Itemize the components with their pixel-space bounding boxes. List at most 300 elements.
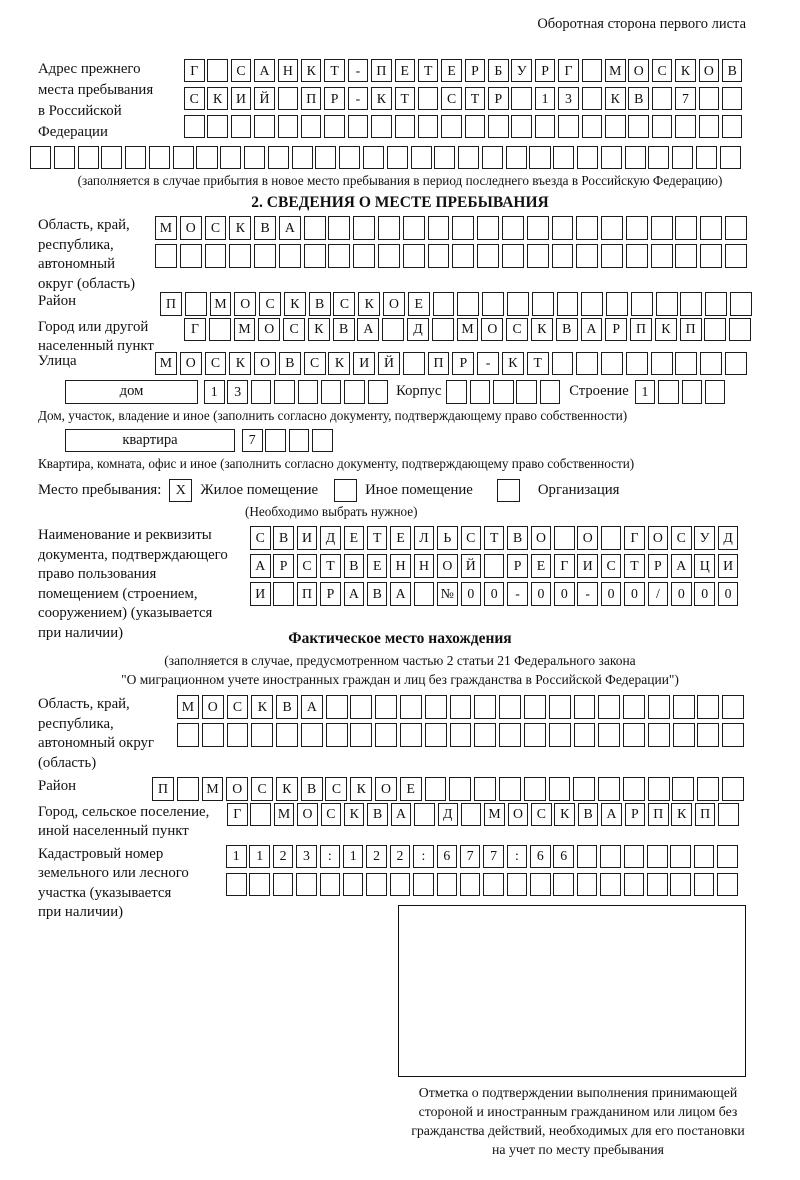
dom-number-cells <box>204 380 391 403</box>
char-cell <box>353 216 375 239</box>
char-cell <box>54 146 75 169</box>
char-cell <box>552 352 574 375</box>
char-cell: Г <box>227 803 248 826</box>
char-cell <box>477 244 499 267</box>
char-cell <box>577 845 598 868</box>
char-cell <box>474 777 496 800</box>
char-cell <box>350 695 372 718</box>
char-cell <box>626 216 648 239</box>
char-cell <box>656 292 678 315</box>
char-cell <box>658 380 679 403</box>
label-line: стороной и иностранным гражданином или лицом без <box>418 1103 738 1119</box>
char-cell <box>648 723 670 746</box>
char-cell: О <box>577 526 598 549</box>
residence-label: Место пребывания: <box>38 481 162 498</box>
char-cell <box>292 146 313 169</box>
char-cell <box>694 845 715 868</box>
char-cell: П <box>630 318 652 341</box>
char-cell <box>725 216 747 239</box>
char-cell: С <box>205 216 227 239</box>
char-cell: С <box>184 87 205 110</box>
char-cell <box>155 244 177 267</box>
char-cell <box>601 216 623 239</box>
char-cell <box>366 873 387 896</box>
char-cell <box>180 244 202 267</box>
char-cell <box>574 695 596 718</box>
char-cell <box>511 115 532 138</box>
char-cell: К <box>350 777 372 800</box>
section2-heading: 2. СВЕДЕНИЯ О МЕСТЕ ПРЕБЫВАНИЯ <box>251 194 549 212</box>
char-cell: 2 <box>390 845 411 868</box>
char-cell: Д <box>438 803 459 826</box>
char-cell <box>631 292 653 315</box>
char-cell: 1 <box>635 380 656 403</box>
char-cell <box>502 216 524 239</box>
char-cell: О <box>375 777 397 800</box>
label-line: документа, подтверждающего <box>38 546 228 563</box>
char-cell <box>552 244 574 267</box>
char-cell <box>296 873 317 896</box>
char-cell: Е <box>367 554 388 577</box>
char-cell <box>540 380 561 403</box>
char-cell <box>395 115 416 138</box>
char-cell: 1 <box>249 845 270 868</box>
char-cell: 1 <box>204 380 225 403</box>
label-line: населенный пункт <box>38 338 154 355</box>
s2-gorod-block <box>0 318 800 355</box>
char-cell: Т <box>324 59 345 82</box>
char-cell: М <box>274 803 295 826</box>
char-cell <box>549 695 571 718</box>
label-line: участка (указывается <box>38 884 172 901</box>
char-cell: Д <box>320 526 341 549</box>
checkbox-zhiloe: X <box>169 479 192 502</box>
char-cell <box>477 216 499 239</box>
char-cell <box>274 380 295 403</box>
char-cell <box>673 695 695 718</box>
char-cell <box>725 352 747 375</box>
char-cell <box>425 723 447 746</box>
f-kadastr-block <box>0 845 800 921</box>
char-cell <box>499 723 521 746</box>
char-cell <box>625 146 646 169</box>
char-cell <box>254 244 276 267</box>
residence-note: (Необходимо выбрать нужное) <box>245 504 418 520</box>
char-cell <box>648 146 669 169</box>
char-cell <box>301 115 322 138</box>
char-cell <box>350 723 372 746</box>
char-cell <box>598 777 620 800</box>
char-cell: В <box>309 292 331 315</box>
char-cell: Т <box>484 526 505 549</box>
char-cell: С <box>461 526 482 549</box>
char-cell <box>527 216 549 239</box>
char-cell: К <box>554 803 575 826</box>
char-cell <box>432 318 454 341</box>
char-cell: О <box>481 318 503 341</box>
char-cell <box>251 723 273 746</box>
f-oblast-block <box>0 695 800 773</box>
f-oblast-row-2 <box>177 723 747 746</box>
char-cell: М <box>210 292 232 315</box>
char-cell <box>729 318 751 341</box>
corner-note: Оборотная сторона первого листа <box>537 16 746 32</box>
char-cell: М <box>484 803 505 826</box>
char-cell <box>511 87 532 110</box>
char-cell: Е <box>531 554 552 577</box>
label-line: Улица <box>38 352 77 369</box>
char-cell: Н <box>414 554 435 577</box>
char-cell <box>441 115 462 138</box>
char-cell <box>149 146 170 169</box>
char-cell: А <box>601 803 622 826</box>
char-cell <box>400 695 422 718</box>
option-zhiloe-label: Жилое помещение <box>200 481 319 498</box>
char-cell <box>601 352 623 375</box>
s2-ulitsa-label <box>0 352 155 372</box>
char-cell <box>220 146 241 169</box>
char-cell: В <box>273 526 294 549</box>
char-cell <box>600 873 621 896</box>
char-cell <box>452 244 474 267</box>
kvartira-row <box>65 429 800 452</box>
residence-row <box>0 479 800 502</box>
label-line: в Российской <box>38 103 122 119</box>
char-cell <box>363 146 384 169</box>
s2-raion-row <box>160 292 755 315</box>
char-cell: Р <box>507 554 528 577</box>
char-cell <box>378 216 400 239</box>
char-cell: О <box>258 318 280 341</box>
stroenie-label: Строение <box>569 383 629 400</box>
char-cell: К <box>344 803 365 826</box>
char-cell: В <box>628 87 649 110</box>
char-cell <box>600 845 621 868</box>
char-cell <box>465 115 486 138</box>
label-line: Район <box>38 778 77 795</box>
char-cell <box>680 292 702 315</box>
char-cell: : <box>507 845 528 868</box>
char-cell: К <box>308 318 330 341</box>
label-line: право пользования <box>38 566 157 583</box>
char-cell: О <box>234 292 256 315</box>
label-line: Область, край, <box>38 217 130 234</box>
char-cell: А <box>671 554 692 577</box>
char-cell: Б <box>488 59 509 82</box>
char-cell <box>343 873 364 896</box>
char-cell <box>574 723 596 746</box>
char-cell <box>324 115 345 138</box>
char-cell <box>722 87 743 110</box>
char-cell: О <box>226 777 248 800</box>
char-cell <box>413 873 434 896</box>
char-cell <box>382 318 404 341</box>
char-cell <box>507 873 528 896</box>
char-cell <box>673 723 695 746</box>
char-cell <box>278 87 299 110</box>
char-cell <box>304 244 326 267</box>
char-cell <box>177 777 199 800</box>
label-line: Район <box>38 293 77 310</box>
char-cell: 0 <box>531 582 552 605</box>
char-cell <box>390 873 411 896</box>
char-cell: К <box>605 87 626 110</box>
char-cell: О <box>180 352 202 375</box>
label-line: земельного или лесного <box>38 865 189 882</box>
char-cell <box>434 146 455 169</box>
char-cell <box>250 803 271 826</box>
char-cell: 6 <box>553 845 574 868</box>
char-cell <box>705 380 726 403</box>
char-cell <box>506 146 527 169</box>
char-cell <box>458 146 479 169</box>
char-cell: В <box>254 216 276 239</box>
char-cell <box>675 115 696 138</box>
char-cell <box>626 352 648 375</box>
checkbox-organizatsiya <box>497 479 520 502</box>
char-cell: У <box>694 526 715 549</box>
char-cell <box>226 873 247 896</box>
char-cell: Л <box>414 526 435 549</box>
char-cell: Р <box>273 554 294 577</box>
char-cell: Г <box>554 554 575 577</box>
char-cell: Г <box>624 526 645 549</box>
char-cell <box>205 244 227 267</box>
char-cell <box>227 723 249 746</box>
char-cell: К <box>229 216 251 239</box>
label-line: Город или другой <box>38 318 149 335</box>
label-line: сооружением) (указывается <box>38 605 213 622</box>
char-cell <box>652 87 673 110</box>
char-cell: 1 <box>226 845 247 868</box>
char-cell: О <box>254 352 276 375</box>
char-cell: Р <box>320 582 341 605</box>
char-cell: 6 <box>437 845 458 868</box>
char-cell <box>722 777 744 800</box>
char-cell: И <box>297 526 318 549</box>
char-cell <box>524 695 546 718</box>
f-oblast-label <box>0 695 177 773</box>
char-cell <box>452 216 474 239</box>
char-cell: В <box>578 803 599 826</box>
char-cell: В <box>556 318 578 341</box>
char-cell <box>554 526 575 549</box>
char-cell <box>697 695 719 718</box>
char-cell <box>474 695 496 718</box>
char-cell: С <box>531 803 552 826</box>
char-cell: У <box>511 59 532 82</box>
char-cell: Р <box>605 318 627 341</box>
stamp-caption <box>390 1083 766 1159</box>
char-cell: П <box>695 803 716 826</box>
char-cell: К <box>671 803 692 826</box>
char-cell: А <box>301 695 323 718</box>
char-cell <box>652 115 673 138</box>
char-cell <box>268 146 289 169</box>
option-inoe-label: Иное помещение <box>365 481 473 498</box>
char-cell <box>207 115 228 138</box>
char-cell: С <box>250 526 271 549</box>
char-cell: Р <box>535 59 556 82</box>
char-cell <box>598 723 620 746</box>
label-line: Наименование и реквизиты <box>38 527 212 544</box>
label-line: при наличии) <box>38 904 124 921</box>
char-cell <box>699 87 720 110</box>
factual-caption-2: "О миграционном учете иностранных граждан и лиц без гражданства в Российской Федерации") <box>121 672 679 688</box>
label-line: округ (область) <box>38 275 136 292</box>
char-cell: О <box>437 554 458 577</box>
char-cell: С <box>231 59 252 82</box>
char-cell <box>474 723 496 746</box>
char-cell <box>532 292 554 315</box>
char-cell <box>696 146 717 169</box>
char-cell <box>516 380 537 403</box>
char-cell <box>244 146 265 169</box>
char-cell <box>273 582 294 605</box>
char-cell <box>499 695 521 718</box>
char-cell: Т <box>320 554 341 577</box>
char-cell: Т <box>418 59 439 82</box>
char-cell <box>400 723 422 746</box>
kvartira-box: квартира <box>65 429 235 452</box>
prev-address-row-1 <box>184 59 745 82</box>
label-line: Кадастровый номер <box>38 845 164 862</box>
char-cell <box>704 318 726 341</box>
char-cell <box>326 723 348 746</box>
char-cell: А <box>390 582 411 605</box>
label-line: Город, сельское поселение, <box>38 803 210 820</box>
char-cell: Т <box>527 352 549 375</box>
dom-caption: Дом, участок, владение и иное (заполнить согласно документу, подтверждающему право собственности) <box>38 407 628 423</box>
kvartira-cells <box>242 429 336 452</box>
f-oblast-row-1 <box>177 695 747 718</box>
char-cell: И <box>250 582 271 605</box>
char-cell: М <box>457 318 479 341</box>
doc-label <box>0 526 250 643</box>
doc-row-2 <box>250 554 741 577</box>
char-cell <box>700 352 722 375</box>
char-cell <box>298 380 319 403</box>
char-cell <box>647 873 668 896</box>
f-gorod-row <box>227 803 742 826</box>
char-cell <box>231 115 252 138</box>
f-raion-row <box>152 777 747 800</box>
char-cell: Е <box>400 777 422 800</box>
label-line: автономный <box>38 256 116 273</box>
char-cell <box>682 380 703 403</box>
char-cell: Е <box>408 292 430 315</box>
char-cell: В <box>367 582 388 605</box>
char-cell <box>428 244 450 267</box>
char-cell <box>207 59 228 82</box>
char-cell <box>251 380 272 403</box>
char-cell <box>700 244 722 267</box>
char-cell: О <box>180 216 202 239</box>
char-cell: О <box>508 803 529 826</box>
char-cell <box>552 216 574 239</box>
char-cell <box>725 244 747 267</box>
char-cell <box>717 873 738 896</box>
prev-address-row-3 <box>184 115 745 138</box>
char-cell <box>312 429 333 452</box>
factual-heading: Фактическое место нахождения <box>288 630 512 648</box>
char-cell: О <box>297 803 318 826</box>
dom-box: дом <box>65 380 198 403</box>
char-cell <box>254 115 275 138</box>
s2-oblast-row-2 <box>155 244 750 267</box>
char-cell <box>576 216 598 239</box>
char-cell <box>670 873 691 896</box>
char-cell: 2 <box>366 845 387 868</box>
char-cell <box>418 87 439 110</box>
char-cell <box>700 216 722 239</box>
char-cell <box>530 873 551 896</box>
char-cell <box>483 873 504 896</box>
char-cell: А <box>344 582 365 605</box>
char-cell <box>315 146 336 169</box>
char-cell: К <box>358 292 380 315</box>
char-cell: Е <box>441 59 462 82</box>
char-cell: К <box>229 352 251 375</box>
char-cell <box>675 244 697 267</box>
char-cell: И <box>353 352 375 375</box>
char-cell <box>601 146 622 169</box>
char-cell <box>507 292 529 315</box>
s2-raion-block <box>0 292 800 315</box>
char-cell: С <box>259 292 281 315</box>
char-cell <box>320 873 341 896</box>
char-cell: 0 <box>671 582 692 605</box>
char-cell <box>418 115 439 138</box>
label-line: иной населенный пункт <box>38 823 189 840</box>
char-cell <box>624 873 645 896</box>
char-cell: М <box>605 59 626 82</box>
char-cell <box>202 723 224 746</box>
char-cell: В <box>301 777 323 800</box>
stroenie-cells <box>635 380 729 403</box>
char-cell <box>368 380 389 403</box>
prev-address-caption: (заполняется в случае прибытия в новое место пребывания в период последнего въезда в Российскую Федерацию) <box>77 173 723 189</box>
char-cell: С <box>652 59 673 82</box>
char-cell <box>499 777 521 800</box>
dom-row <box>65 380 800 403</box>
char-cell <box>101 146 122 169</box>
char-cell: 7 <box>460 845 481 868</box>
char-cell: Р <box>625 803 646 826</box>
char-cell: О <box>628 59 649 82</box>
char-cell: С <box>227 695 249 718</box>
char-cell: С <box>441 87 462 110</box>
char-cell: 7 <box>675 87 696 110</box>
char-cell <box>623 777 645 800</box>
char-cell: О <box>202 695 224 718</box>
char-cell: К <box>207 87 228 110</box>
char-cell: П <box>371 59 392 82</box>
char-cell: Й <box>378 352 400 375</box>
char-cell <box>353 244 375 267</box>
label-line: места пребывания <box>38 82 154 98</box>
char-cell <box>265 429 286 452</box>
char-cell <box>606 292 628 315</box>
char-cell: Т <box>465 87 486 110</box>
char-cell: 0 <box>484 582 505 605</box>
char-cell <box>125 146 146 169</box>
char-cell: Й <box>461 554 482 577</box>
char-cell <box>344 380 365 403</box>
char-cell <box>279 244 301 267</box>
char-cell <box>623 695 645 718</box>
label-line: при наличии) <box>38 624 124 641</box>
